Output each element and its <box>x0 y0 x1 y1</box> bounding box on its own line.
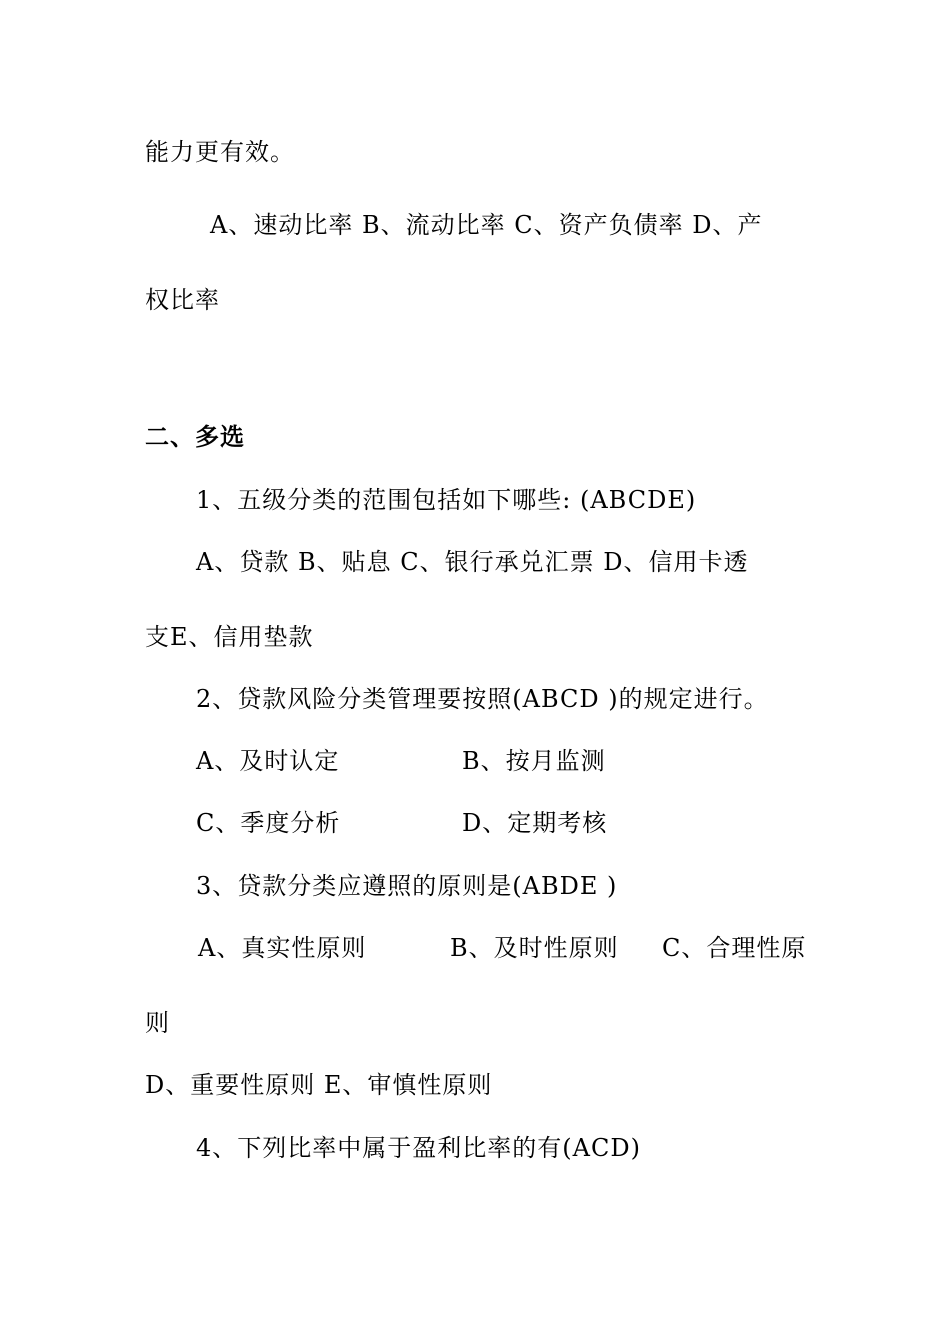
answer-options-line: A、速动比率 B、流动比率 C、资产负债率 D、产 <box>210 211 763 239</box>
question-4: 4、下列比率中属于盈利比率的有(ACD) <box>196 1134 641 1162</box>
question-3-option-b: B、及时性原则 <box>450 934 619 962</box>
question-1: 1、五级分类的范围包括如下哪些: (ABCDE) <box>196 486 697 514</box>
question-3-options-d-e: D、重要性原则 E、审慎性原则 <box>145 1071 493 1099</box>
question-3: 3、贷款分类应遵照的原则是(ABDE ) <box>196 872 618 900</box>
question-1-options-continuation: 支E、信用垫款 <box>145 623 314 651</box>
question-2: 2、贷款风险分类管理要按照(ABCD )的规定进行。 <box>196 685 769 713</box>
question-1-options: A、贷款 B、贴息 C、银行承兑汇票 D、信用卡透 <box>196 548 749 576</box>
question-2-option-d: D、定期考核 <box>462 809 608 837</box>
section-heading-multiple-choice: 二、多选 <box>145 423 245 451</box>
text-line-1: 能力更有效。 <box>145 138 295 166</box>
question-3-option-c: C、合理性原 <box>662 934 807 962</box>
question-2-option-c: C、季度分析 <box>196 809 341 837</box>
question-3-option-a: A、真实性原则 <box>198 934 367 962</box>
question-3-option-c-continuation: 则 <box>145 1009 170 1037</box>
answer-options-continuation: 权比率 <box>145 286 220 314</box>
question-2-option-a: A、及时认定 <box>196 747 340 775</box>
question-2-option-b: B、按月监测 <box>462 747 606 775</box>
